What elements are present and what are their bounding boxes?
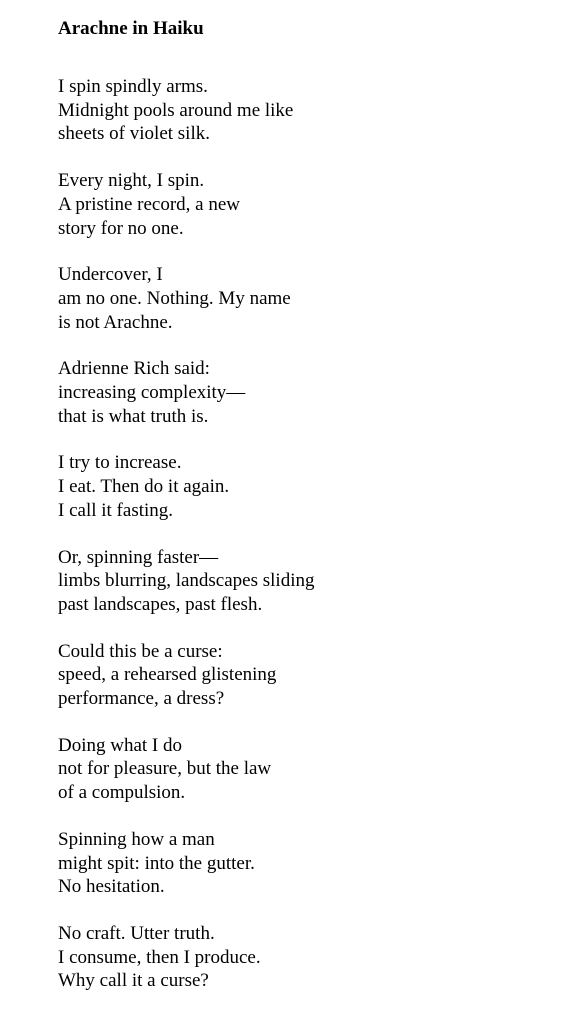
- poem-line: Undercover, I: [58, 264, 163, 286]
- poem-line: I consume, then I produce.: [58, 946, 261, 968]
- poem-line: I call it fasting.: [58, 499, 174, 521]
- poem-line: I try to increase.: [58, 452, 182, 474]
- poem-line: speed, a rehearsed glistening: [58, 664, 277, 686]
- poem-title: Arachne in Haiku: [58, 18, 204, 39]
- poem-line: Or, spinning faster—: [58, 546, 219, 568]
- poem-line: A pristine record, a new: [58, 193, 241, 215]
- poem-line: might spit: into the gutter.: [58, 852, 255, 874]
- poem-line: I eat. Then do it again.: [58, 476, 230, 498]
- poem-line: Could this be a curse:: [58, 640, 223, 662]
- stanza-7: [58, 640, 558, 711]
- poem-line: increasing complexity—: [58, 382, 246, 404]
- poem-line: Why call it a curse?: [58, 970, 209, 992]
- poem-line: performance, a dress?: [58, 688, 225, 710]
- stanza-1: [58, 75, 558, 146]
- poem-line: not for pleasure, but the law: [58, 758, 272, 780]
- poem-line: am no one. Nothing. My name: [58, 287, 291, 309]
- poem-line: Doing what I do: [58, 734, 183, 756]
- stanza-8: [58, 734, 558, 805]
- poem-line: Adrienne Rich said:: [58, 358, 210, 380]
- poem-line: No craft. Utter truth.: [58, 922, 215, 944]
- poem-line: limbs blurring, landscapes sliding: [58, 570, 315, 592]
- stanza-5: [58, 451, 558, 522]
- poem-line: story for no one.: [58, 217, 184, 239]
- poem-document: [58, 17, 558, 1016]
- poem-line: of a compulsion.: [58, 782, 186, 804]
- poem-line: is not Arachne.: [58, 311, 173, 333]
- stanza-6: [58, 546, 558, 617]
- stanza-9: [58, 828, 558, 899]
- poem-line: I spin spindly arms.: [58, 76, 208, 97]
- poem-line: past landscapes, past flesh.: [58, 593, 263, 615]
- poem-line: Midnight pools around me like: [58, 99, 294, 121]
- stanza-10: [58, 922, 558, 993]
- poem-line: Every night, I spin.: [58, 170, 205, 192]
- stanza-2: [58, 169, 558, 240]
- poem-line: No hesitation.: [58, 876, 165, 898]
- poem-line: Spinning how a man: [58, 828, 215, 850]
- poem-line: that is what truth is.: [58, 405, 209, 427]
- poem-line: sheets of violet silk.: [58, 123, 210, 145]
- stanza-3: [58, 263, 558, 334]
- stanza-4: [58, 357, 558, 428]
